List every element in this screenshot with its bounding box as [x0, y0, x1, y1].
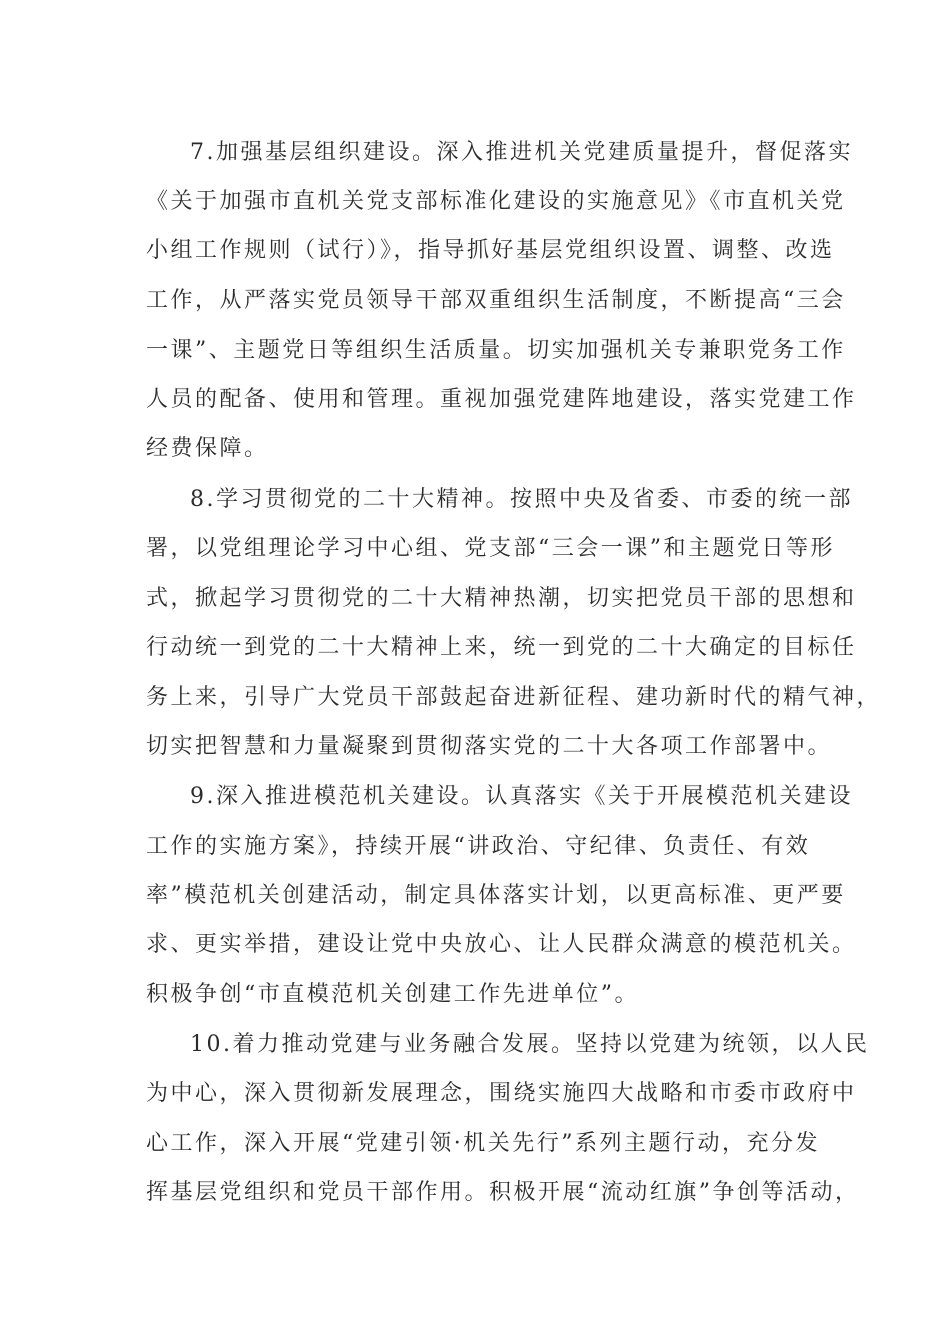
paragraph-9-line-5: 积极争创“市直模范机关创建工作先进单位”。	[146, 982, 639, 1007]
paragraph-8-line-4: 行动统一到党的二十大精神上来，统一到党的二十大确定的目标任	[146, 635, 857, 660]
paragraph-7-line-4: 工作，从严落实党员领导干部双重组织生活制度，不断提高“三会	[146, 288, 846, 313]
paragraph-9-line-3: 率”模范机关创建活动，制定具体落实计划，以更高标准、更严要	[146, 883, 846, 908]
paragraph-7-line-2: 《关于加强市直机关党支部标准化建设的实施意见》《市直机关党	[146, 189, 846, 214]
paragraph-10-line-2: 为中心，深入贯彻新发展理念，围绕实施四大战略和市委市政府中	[146, 1081, 857, 1106]
paragraph-7-line-6: 人员的配备、使用和管理。重视加强党建阵地建设，落实党建工作	[146, 387, 857, 412]
paragraph-7-line-5: 一课”、主题党日等组织生活质量。切实加强机关专兼职党务工作	[146, 338, 846, 363]
paragraph-9-line-2: 工作的实施方案》，持续开展“讲政治、守纪律、负责任、有效	[146, 834, 811, 859]
paragraph-8-line-3: 式，掀起学习贯彻党的二十大精神热潮，切实把党员干部的思想和	[146, 586, 857, 611]
paragraph-9-line-1: 9.深入推进模范机关建设。认真落实《关于开展模范机关建设	[190, 784, 853, 809]
paragraph-8-line-2: 署，以党组理论学习中心组、党支部“三会一课”和主题党日等形	[146, 536, 835, 561]
paragraph-7-line-7: 经费保障。	[146, 436, 269, 461]
paragraph-8-line-5: 务上来，引导广大党员干部鼓起奋进新征程、建功新时代的精气神，	[146, 685, 882, 710]
paragraph-9-line-4: 求、更实举措，建设让党中央放心、让人民群众满意的模范机关。	[146, 932, 857, 957]
paragraph-10-line-3: 心工作，深入开展“党建引领·机关先行”系列主题行动，充分发	[146, 1131, 820, 1156]
paragraph-7-line-3: 小组工作规则（试行）》，指导抓好基层党组织设置、调整、改选	[146, 238, 835, 263]
paragraph-8-line-6: 切实把智慧和力量凝聚到贯彻落实党的二十大各项工作部署中。	[146, 734, 833, 759]
paragraph-10-line-4: 挥基层党组织和党员干部作用。积极开展“流动红旗”争创等活动，	[146, 1180, 860, 1205]
paragraph-7-line-1: 7.加强基层组织建设。深入推进机关党建质量提升，督促落实	[190, 140, 853, 165]
paragraph-10-line-1: 10.着力推动党建与业务融合发展。坚持以党建为统领，以人民	[190, 1032, 870, 1057]
paragraph-8-line-1: 8.学习贯彻党的二十大精神。按照中央及省委、市委的统一部	[190, 487, 853, 512]
